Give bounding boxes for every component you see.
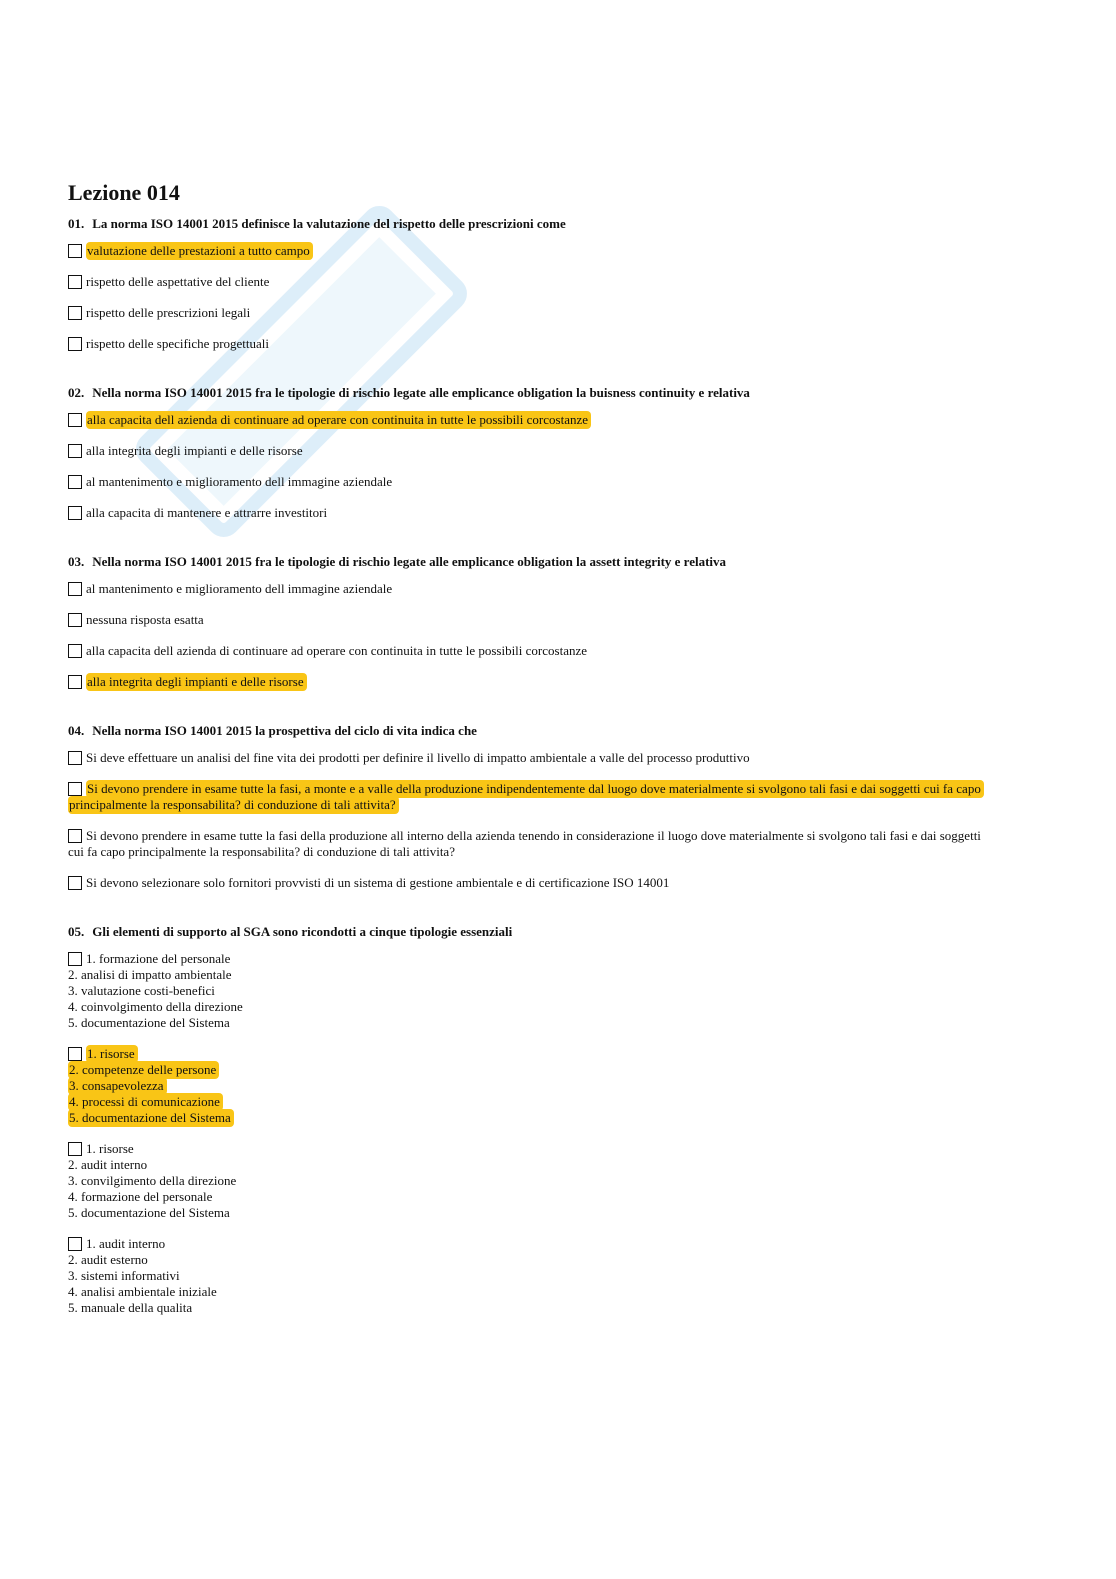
question-number: 03. — [68, 554, 85, 569]
answer-option[interactable] — [68, 750, 1048, 766]
answer-text-highlighted: 4. processi di comunicazione — [68, 1093, 223, 1111]
question-4 — [68, 723, 1048, 918]
answer-text: al mantenimento e miglioramento dell immagine aziendale — [86, 581, 393, 596]
document-page — [68, 180, 1048, 1343]
answer-option[interactable] — [68, 1141, 1048, 1221]
answer-text: 5. manuale della qualita — [68, 1300, 193, 1315]
answer-checkbox[interactable] — [68, 475, 82, 489]
answer-text-highlighted: 5. documentazione del Sistema — [68, 1109, 234, 1127]
answer-text: 2. analisi di impatto ambientale — [68, 967, 232, 982]
answer-checkbox[interactable] — [68, 444, 82, 458]
question-number: 01. — [68, 216, 85, 231]
answer-text-highlighted: 2. competenze delle persone — [68, 1061, 219, 1079]
answer-checkbox[interactable] — [68, 644, 82, 658]
question-number: 04. — [68, 723, 85, 738]
answer-text: 1. audit interno — [86, 1236, 166, 1251]
answer-text: rispetto delle aspettative del cliente — [86, 274, 270, 289]
answer-checkbox[interactable] — [68, 506, 82, 520]
answer-text: Si devono prendere in esame tutte la fasi della produzione all interno della azienda tenendo in considerazione il luogo dove materialmente si svolgono tali fasi e dai soggetti — [86, 828, 981, 843]
question-spacer — [68, 536, 1048, 548]
answer-text: 1. formazione del personale — [86, 951, 231, 966]
answer-text: cui fa capo principalmente la responsabilita? di conduzione di tali attivita? — [68, 844, 455, 859]
answer-checkbox[interactable] — [68, 952, 82, 966]
answer-option[interactable] — [68, 875, 1048, 891]
answer-text: alla capacita di mantenere e attrarre investitori — [86, 505, 328, 520]
answer-checkbox[interactable] — [68, 337, 82, 351]
answer-checkbox[interactable] — [68, 275, 82, 289]
question-list — [68, 216, 1048, 1343]
answer-option[interactable] — [68, 781, 1048, 813]
answer-option[interactable] — [68, 474, 1048, 490]
answer-option[interactable] — [68, 581, 1048, 597]
answer-text: alla capacita dell azienda di continuare ad operare con continuita in tutte le possibili corcostanze — [86, 643, 588, 658]
answer-checkbox[interactable] — [68, 244, 82, 258]
answer-text: 5. documentazione del Sistema — [68, 1015, 230, 1030]
answer-text-highlighted: 1. risorse — [86, 1045, 138, 1063]
question-spacer — [68, 1331, 1048, 1343]
answer-option[interactable] — [68, 443, 1048, 459]
answer-text: 4. formazione del personale — [68, 1189, 213, 1204]
answer-text: Si deve effettuare un analisi del fine vita dei prodotti per definire il livello di impatto ambientale a valle del processo produttivo — [86, 750, 750, 765]
answer-checkbox[interactable] — [68, 613, 82, 627]
answer-option[interactable] — [68, 1046, 1048, 1126]
question-label: Nella norma ISO 14001 2015 fra le tipologie di rischio legate alle emplicance obligation la assett integrity e relativa — [92, 554, 727, 569]
answer-text: 4. coinvolgimento della direzione — [68, 999, 243, 1014]
question-label: La norma ISO 14001 2015 definisce la valutazione del rispetto delle prescrizioni come — [92, 216, 566, 231]
answer-option[interactable] — [68, 274, 1048, 290]
answer-text-highlighted: principalmente la responsabilita? di conduzione di tali attivita? — [68, 796, 399, 814]
answer-text: rispetto delle prescrizioni legali — [86, 305, 251, 320]
answer-option[interactable] — [68, 336, 1048, 352]
question-label: Nella norma ISO 14001 2015 fra le tipologie di rischio legate alle emplicance obligation la buisness continuity e relativa — [92, 385, 750, 400]
answer-option[interactable] — [68, 243, 1048, 259]
answer-text: 3. convilgimento della direzione — [68, 1173, 237, 1188]
page-title: Lezione 014 — [68, 180, 180, 205]
question-label: Gli elementi di supporto al SGA sono ricondotti a cinque tipologie essenziali — [92, 924, 513, 939]
answer-option[interactable] — [68, 828, 1048, 860]
answer-text-highlighted: alla integrita degli impianti e delle risorse — [86, 673, 307, 691]
answer-checkbox[interactable] — [68, 1237, 82, 1251]
answer-text: 3. valutazione costi-benefici — [68, 983, 215, 998]
answer-option[interactable] — [68, 412, 1048, 428]
answer-option[interactable] — [68, 1236, 1048, 1316]
answer-text: 1. risorse — [86, 1141, 134, 1156]
answer-text: 4. analisi ambientale iniziale — [68, 1284, 217, 1299]
question-text — [68, 723, 1048, 739]
answer-option[interactable] — [68, 505, 1048, 521]
answer-checkbox[interactable] — [68, 829, 82, 843]
answer-text: rispetto delle specifiche progettuali — [86, 336, 270, 351]
answer-checkbox[interactable] — [68, 1142, 82, 1156]
answer-text-highlighted: 3. consapevolezza — [68, 1077, 167, 1095]
answer-checkbox[interactable] — [68, 876, 82, 890]
answer-option[interactable] — [68, 612, 1048, 628]
answer-option[interactable] — [68, 674, 1048, 690]
answer-text: 2. audit interno — [68, 1157, 148, 1172]
question-1 — [68, 216, 1048, 379]
question-spacer — [68, 906, 1048, 918]
question-2 — [68, 385, 1048, 548]
answer-text-highlighted: valutazione delle prestazioni a tutto campo — [86, 242, 313, 260]
answer-checkbox[interactable] — [68, 306, 82, 320]
answer-text: Si devono selezionare solo fornitori provvisti di un sistema di gestione ambientale e di certificazione ISO 14001 — [86, 875, 670, 890]
answer-checkbox[interactable] — [68, 1047, 82, 1061]
answer-option[interactable] — [68, 305, 1048, 321]
question-text — [68, 554, 1048, 570]
answer-text: al mantenimento e miglioramento dell immagine aziendale — [86, 474, 393, 489]
answer-text: 5. documentazione del Sistema — [68, 1205, 230, 1220]
question-label: Nella norma ISO 14001 2015 la prospettiva del ciclo di vita indica che — [92, 723, 477, 738]
answer-text: 2. audit esterno — [68, 1252, 148, 1267]
question-5 — [68, 924, 1048, 1343]
answer-text-highlighted: alla capacita dell azienda di continuare ad operare con continuita in tutte le possibili corcostanze — [86, 411, 591, 429]
question-text — [68, 216, 1048, 232]
answer-text: nessuna risposta esatta — [86, 612, 204, 627]
answer-checkbox[interactable] — [68, 782, 82, 796]
answer-checkbox[interactable] — [68, 675, 82, 689]
answer-text: 3. sistemi informativi — [68, 1268, 180, 1283]
question-number: 02. — [68, 385, 85, 400]
question-text — [68, 924, 1048, 940]
answer-option[interactable] — [68, 951, 1048, 1031]
answer-text-highlighted: Si devono prendere in esame tutte la fasi, a monte e a valle della produzione indipendentemente dal luogo dove materialmente si svolgono tali fasi e dai soggetti cui fa capo — [86, 780, 984, 798]
question-text — [68, 385, 1048, 401]
answer-checkbox[interactable] — [68, 582, 82, 596]
question-number: 05. — [68, 924, 85, 939]
answer-checkbox[interactable] — [68, 751, 82, 765]
answer-text: alla integrita degli impianti e delle risorse — [86, 443, 303, 458]
question-spacer — [68, 705, 1048, 717]
answer-checkbox[interactable] — [68, 413, 82, 427]
answer-option[interactable] — [68, 643, 1048, 659]
question-3 — [68, 554, 1048, 717]
question-spacer — [68, 367, 1048, 379]
